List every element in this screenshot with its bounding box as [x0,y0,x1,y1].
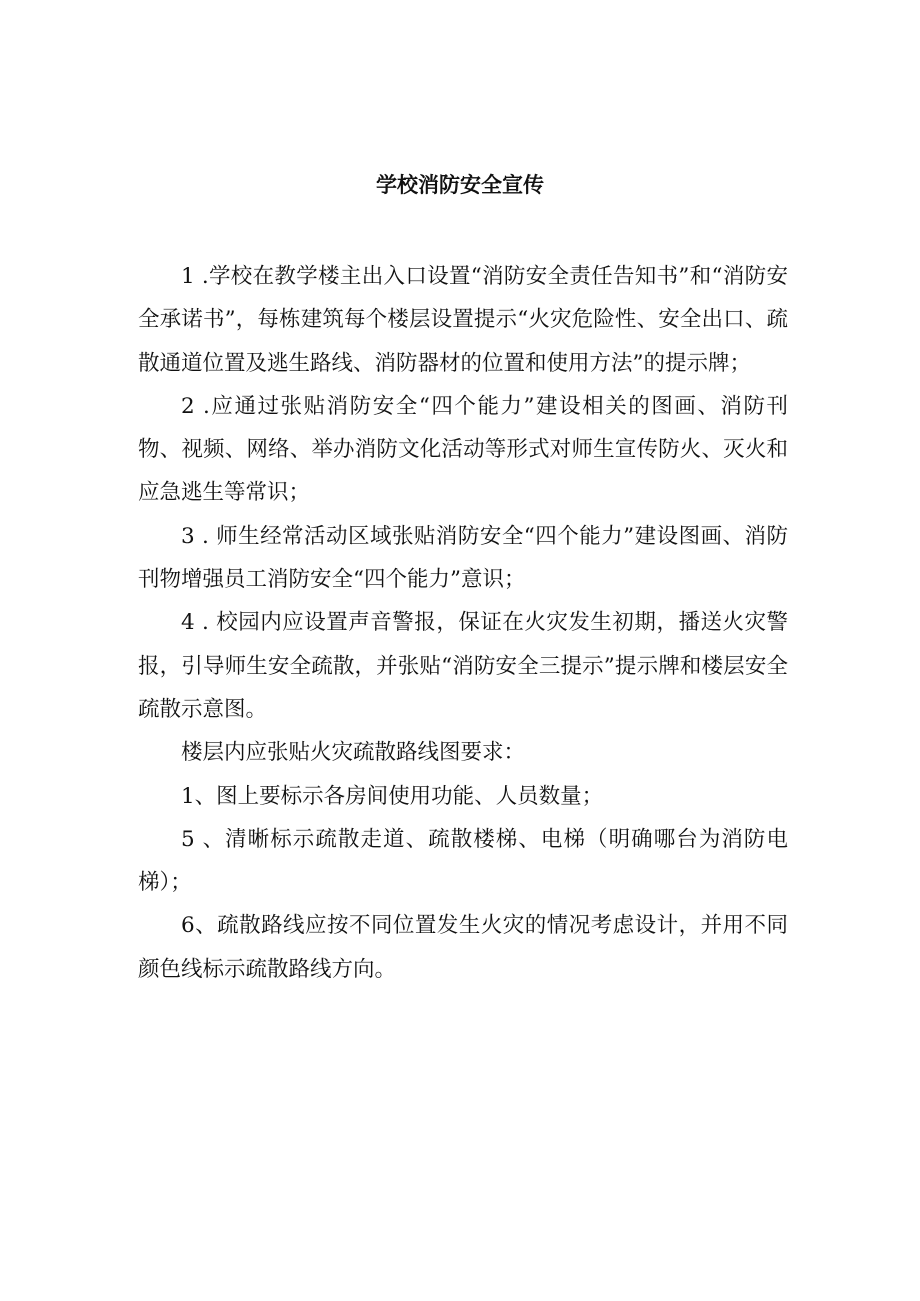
paragraph-7: 5 、清晰标示疏散走道、疏散楼梯、电梯（明确哪台为消防电梯）； [138,826,788,896]
paragraph-5: 楼层内应张贴火灾疏散路线图要求： [181,740,526,766]
paragraph-3: 3 . 师生经常活动区域张贴消防安全“四个能力”建设图画、消防刊物增强员工消防安全“四个能力”意识； [138,523,788,593]
paragraph-4: 4 . 校园内应设置声音警报，保证在火灾发生初期，播送火灾警报，引导师生安全疏散，并张贴“消防安全三提示”提示牌和楼层安全疏散示意图。 [138,610,788,722]
paragraph-1: 1 .学校在教学楼主出入口设置“消防安全责任告知书”和“消防安全承诺书”，每栋建筑每个楼层设置提示“火灾危险性、安全出口、疏散通道位置及逃生路线、消防器材的位置和使用方法”的提示牌； [138,264,788,376]
document-title: 学校消防安全宣传 [376,173,544,197]
paragraph-2: 2 .应通过张贴消防安全“四个能力”建设相关的图画、消防刊物、视频、网络、举办消防文化活动等形式对师生宣传防火、灭火和应急逃生等常识； [138,393,788,506]
paragraph-8: 6、疏散路线应按不同位置发生火灾的情况考虑设计，并用不同颜色线标示疏散路线方向。 [138,913,788,982]
paragraph-6: 1、图上要标示各房间使用功能、人员数量； [181,783,604,809]
document-body [138,255,788,991]
